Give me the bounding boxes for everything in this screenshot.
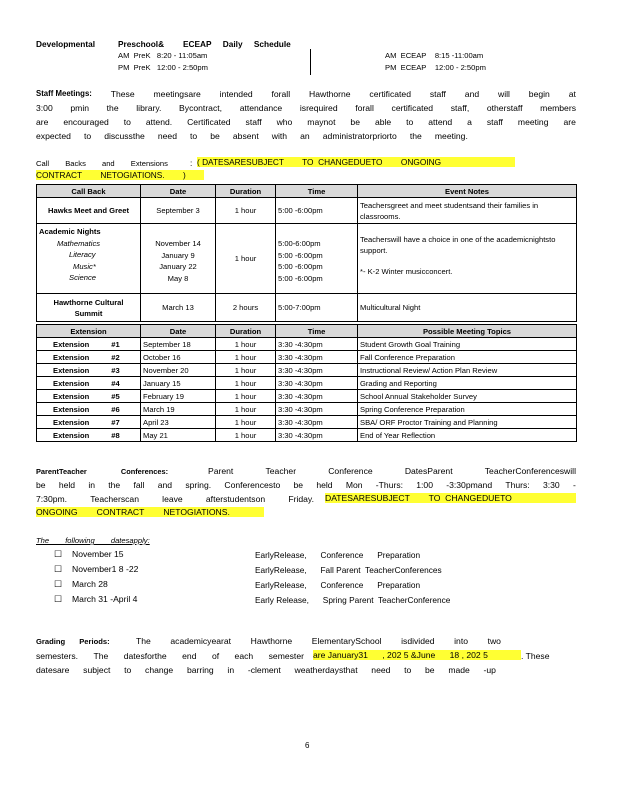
cell-date: February 19 (141, 390, 216, 403)
cell-event-name: Hawthorne Cultural Summit (37, 294, 141, 322)
subject-math: Mathematics (57, 238, 101, 248)
cell-time: 3:30 -4:30pm (276, 429, 358, 442)
cell-time: 5:00 -6:00pm (276, 198, 358, 224)
col-header: Extension (37, 325, 141, 338)
cell-topic: End of Year Reflection (358, 429, 577, 442)
grading-line-2: semesters. The datesforthe end of each semester (36, 651, 304, 661)
conferences-line-3: 7:30pm. Teacherscan leave afterstudentson Friday. (36, 494, 314, 504)
cell-extension: Extension #1 (37, 338, 141, 351)
academic-nights-label: Academic Nights (39, 227, 101, 236)
staff-meetings-line-2: 3:00 pmin the library. Bycontract, attendance isrequired forall certificated staff, otherstaff members (36, 103, 576, 113)
list-item-event: EarlyRelease, Conference Preparation (255, 550, 421, 560)
table-row (37, 198, 577, 224)
schedule-left-row-1: AM PreK 8:20 - 11:05am (118, 51, 208, 60)
checkbox-bullet-icon: ☐ (54, 549, 63, 559)
callbacks-colon: : (190, 158, 193, 168)
staff-meetings-line-4: expected to discussthe need to be absent with an administratorpriorto the meeting. (36, 131, 468, 141)
table-row (37, 294, 577, 322)
cell-duration: 1 hour (216, 416, 276, 429)
cell-duration: 1 hour (216, 429, 276, 442)
cell-date: May 21 (141, 429, 216, 442)
cell-time: 3:30 -4:30pm (276, 351, 358, 364)
cell-topic: Student Growth Goal Training (358, 338, 577, 351)
grading-line-2-end: . These (521, 651, 550, 661)
checkbox-bullet-icon: ☐ (54, 564, 63, 574)
cell-time: 3:30 -4:30pm (276, 364, 358, 377)
cell-extension: Extension #7 (37, 416, 141, 429)
cell-times: 5:00-6:00pm 5:00 -6:00pm 5:00 -6:00pm 5:00 -6:00pm (276, 224, 358, 294)
col-header: Date (141, 325, 216, 338)
cell-duration: 1 hour (216, 390, 276, 403)
grading-line-3: datesare subject to change barring in -clement weatherdaysthat need to be made -up (36, 665, 496, 675)
cell-duration: 1 hour (216, 351, 276, 364)
cell-date: September 3 (141, 198, 216, 224)
col-header: Call Back (37, 185, 141, 198)
conferences-notice-line-2: ONGOING CONTRACT NETOGIATIONS. (36, 507, 264, 517)
cell-note: Teachersgreet and meet studentsand their families in classrooms. (358, 198, 577, 224)
cell-note: Teacherswill have a choice in one of the academicnightsto support. *- K-2 Winter musicconcert. (358, 224, 577, 294)
staff-meetings-label: Staff Meetings: (36, 89, 92, 98)
schedule-title-mid: Preschool& (118, 39, 165, 49)
cell-duration: 1 hour (216, 364, 276, 377)
cell-extension: Extension #5 (37, 390, 141, 403)
extensions-table (36, 324, 577, 442)
table-row (37, 364, 577, 377)
schedule-divider (310, 49, 311, 75)
callbacks-heading: Call Backs and Extensions (36, 159, 168, 168)
cell-date: November 20 (141, 364, 216, 377)
cell-academic-nights (37, 224, 141, 294)
conferences-notice-line-1: DATESARESUBJECT TO CHANGEDUETO (325, 493, 576, 503)
cell-time: 3:30 -4:30pm (276, 338, 358, 351)
checkbox-bullet-icon: ☐ (54, 594, 63, 604)
schedule-right-row-1: AM ECEAP 8:15 -11:00am (385, 51, 484, 60)
table-row (37, 416, 577, 429)
cell-duration: 2 hours (216, 294, 276, 322)
table-row (37, 403, 577, 416)
schedule-title-right: ECEAP Daily Schedule (183, 39, 291, 49)
conferences-line-1: Parent Teacher Conference DatesParent TeacherConferenceswill (208, 466, 576, 476)
list-item-event: EarlyRelease, Fall Parent TeacherConferences (255, 565, 442, 575)
cell-date: March 13 (141, 294, 216, 322)
table-row (37, 338, 577, 351)
list-item: ☐ March 28 (54, 579, 108, 589)
cell-time: 5:00-7:00pm (276, 294, 358, 322)
cell-time: 3:30 -4:30pm (276, 377, 358, 390)
cell-dates: November 14 January 9 January 22 May 8 (141, 224, 216, 294)
conferences-label: ParentTeacher Conferences: (36, 467, 169, 476)
list-item: ☐ March 31 -April 4 (54, 594, 138, 604)
subject-music: Music* (73, 261, 96, 271)
list-item-event: Early Release, Spring Parent TeacherConference (255, 595, 451, 605)
cell-topic: Fall Conference Preparation (358, 351, 577, 364)
cell-topic: Instructional Review/ Action Plan Review (358, 364, 577, 377)
cell-date: October 16 (141, 351, 216, 364)
table-header-row (37, 185, 577, 198)
page-number: 6 (305, 741, 310, 750)
callbacks-notice-line-1: ( DATESARESUBJECT TO CHANGEDUETO ONGOING (197, 157, 515, 167)
col-header: Time (276, 325, 358, 338)
schedule-right-row-2: PM ECEAP 12:00 - 2:50pm (385, 63, 486, 72)
cell-topic: Grading and Reporting (358, 377, 577, 390)
cell-topic: School Annual Stakeholder Survey (358, 390, 577, 403)
cell-extension: Extension #8 (37, 429, 141, 442)
grading-label: Grading Periods: (36, 637, 110, 646)
grading-dates-highlight: are January31 , 202 5 &June 18 , 202 5 (313, 650, 521, 660)
callbacks-table (36, 184, 577, 322)
cell-duration: 1 hour (216, 377, 276, 390)
schedule-title-left: Developmental (36, 39, 96, 49)
table-row (37, 390, 577, 403)
cell-duration: 1 hour (216, 224, 276, 294)
col-header: Event Notes (358, 185, 577, 198)
cell-extension: Extension #4 (37, 377, 141, 390)
cell-extension: Extension #3 (37, 364, 141, 377)
cell-topic: SBA/ ORF Proctor Training and Planning (358, 416, 577, 429)
cell-extension: Extension #2 (37, 351, 141, 364)
col-header: Date (141, 185, 216, 198)
cell-duration: 1 hour (216, 403, 276, 416)
cell-time: 3:30 -4:30pm (276, 403, 358, 416)
cell-time: 3:30 -4:30pm (276, 416, 358, 429)
following-dates-label: The following datesapply: (36, 536, 150, 545)
callbacks-notice-line-2: CONTRACT NETOGIATIONS. ) (36, 170, 204, 180)
list-item: ☐ November 15 (54, 549, 124, 559)
grading-line-1: The academicyearat Hawthorne ElementarySchool isdivided into two (136, 636, 501, 646)
subject-literacy: Literacy (69, 250, 96, 259)
col-header: Duration (216, 325, 276, 338)
list-item-event: EarlyRelease, Conference Preparation (255, 580, 421, 590)
col-header: Possible Meeting Topics (358, 325, 577, 338)
col-header: Duration (216, 185, 276, 198)
staff-meetings-line-3: are encouraged to attend. Certificated staff who maynot be able to attend a staff meeting are (36, 117, 576, 127)
cell-duration: 1 hour (216, 198, 276, 224)
cell-note: Multicultural Night (358, 294, 577, 322)
cell-event-name: Hawks Meet and Greet (37, 198, 141, 224)
cell-extension: Extension #6 (37, 403, 141, 416)
list-item: ☐ November1 8 -22 (54, 564, 139, 574)
subject-science: Science (69, 273, 97, 282)
staff-meetings-line-1: Staff Meetings: These meetingsare intended forall Hawthorne certificated staff and will begin at (36, 89, 576, 99)
table-row (37, 224, 577, 294)
schedule-left-row-2: PM PreK 12:00 - 2:50pm (118, 63, 208, 72)
cell-date: September 18 (141, 338, 216, 351)
cell-time: 3:30 -4:30pm (276, 390, 358, 403)
conferences-line-2: be held in the fall and spring. Conferencesto be held Mon -Thurs: 1:00 -3:30pmand Thurs: 3:30 - (36, 480, 576, 490)
cell-date: April 23 (141, 416, 216, 429)
table-row (37, 351, 577, 364)
cell-date: March 19 (141, 403, 216, 416)
cell-topic: Spring Conference Preparation (358, 403, 577, 416)
table-row (37, 429, 577, 442)
checkbox-bullet-icon: ☐ (54, 579, 63, 589)
table-header-row (37, 325, 577, 338)
table-row (37, 377, 577, 390)
cell-date: January 15 (141, 377, 216, 390)
cell-duration: 1 hour (216, 338, 276, 351)
col-header: Time (276, 185, 358, 198)
